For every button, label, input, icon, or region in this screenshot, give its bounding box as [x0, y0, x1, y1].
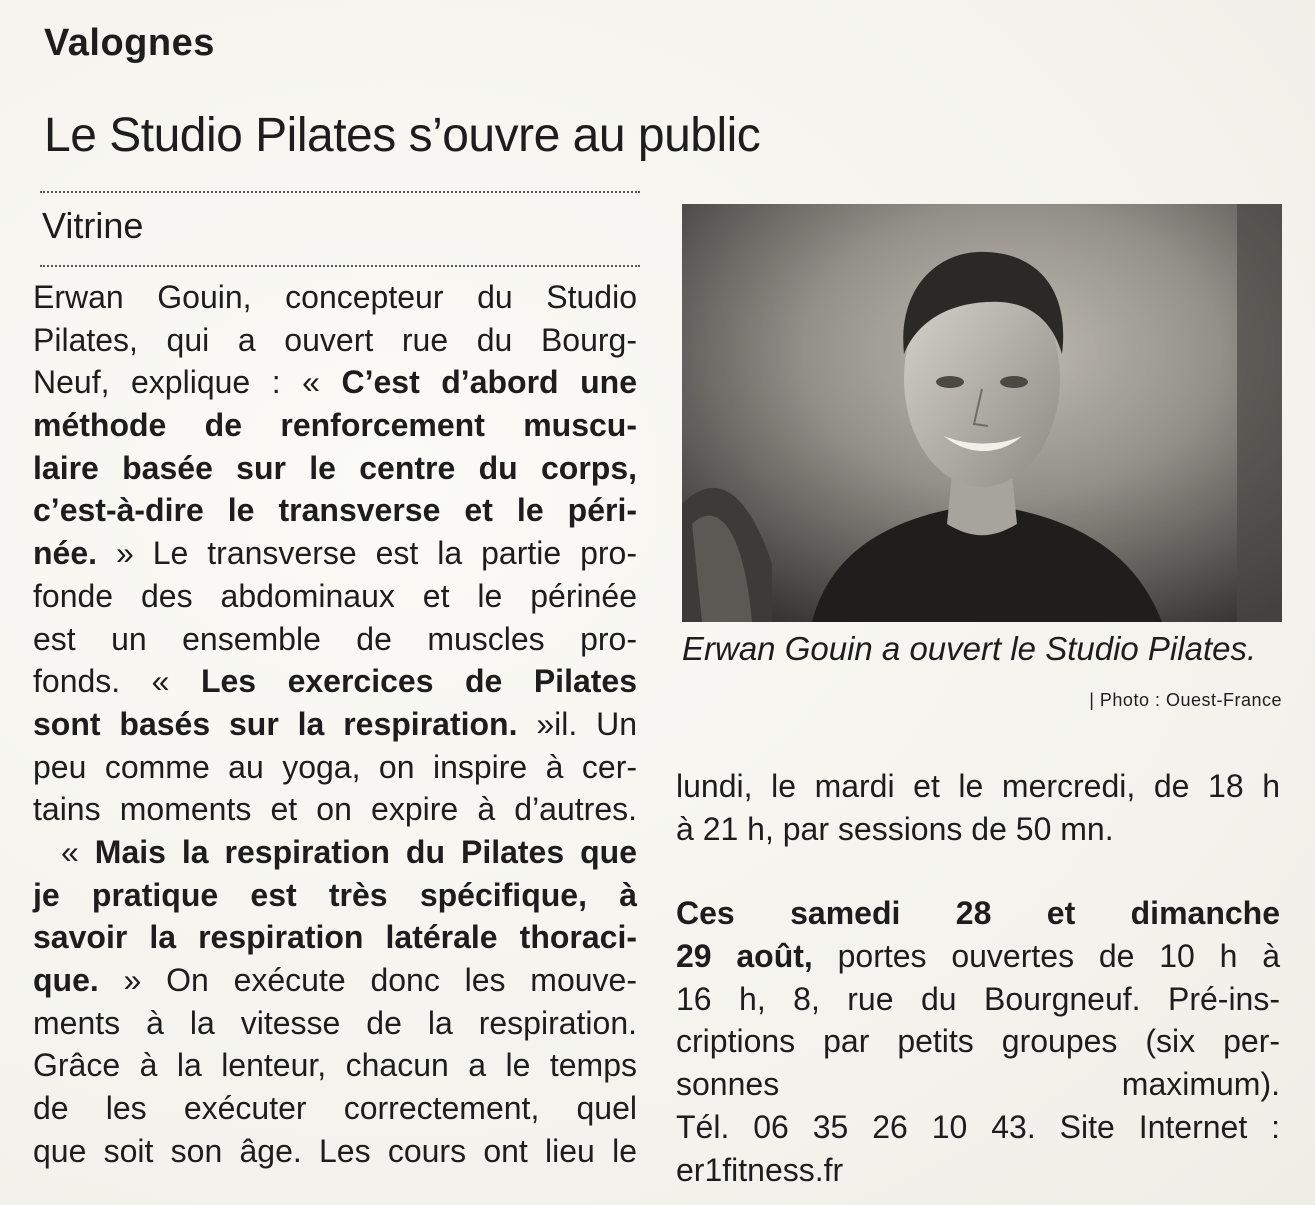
text-line	[33, 1087, 637, 1130]
article-body-left-column	[33, 276, 637, 1172]
bold-text-run: laire basée sur le centre du corps,	[33, 449, 637, 486]
text-run: »il. Un	[517, 705, 637, 742]
bold-text-run: Mais la respiration du Pilates que	[94, 833, 638, 870]
text-run: lundi, le mardi et le mercredi, de 18 h	[676, 768, 1280, 804]
right-column-paragraph-1	[676, 765, 1280, 850]
text-line	[33, 788, 637, 831]
text-line	[676, 1149, 1280, 1192]
text-line	[33, 746, 637, 789]
text-line	[33, 874, 637, 917]
text-line	[33, 959, 637, 1002]
text-line	[676, 1106, 1280, 1149]
text-line	[33, 1044, 637, 1087]
photo-credit: | Photo : Ouest-France	[1089, 690, 1282, 710]
text-run: fonds. «	[33, 663, 201, 700]
bold-text-run: c’est-à-dire le transverse et le péri-	[33, 492, 637, 529]
text-line	[33, 447, 637, 490]
text-run: Grâce à la lenteur, chacun a le temps	[33, 1047, 637, 1084]
bold-text-run: que.	[33, 962, 99, 998]
text-run: er1fitness.fr	[676, 1151, 844, 1188]
town-name: Valognes	[44, 22, 215, 64]
text-line	[33, 489, 637, 532]
text-run: de les exécuter correctement, quel	[33, 1090, 637, 1127]
text-line	[33, 916, 637, 959]
text-line	[33, 361, 637, 404]
text-line	[33, 703, 637, 746]
text-run: que soit son âge. Les cours ont lieu le	[33, 1132, 637, 1169]
text-run: Pilates, qui a ouvert rue du Bourg-	[33, 321, 637, 358]
text-line	[676, 892, 1280, 935]
text-run: Tél. 06 35 26 10 43. Site Internet :	[676, 1108, 1280, 1145]
text-line	[676, 1020, 1280, 1063]
text-line	[676, 765, 1280, 808]
text-line	[33, 532, 637, 575]
text-run: fonde des abdominaux et le périnée	[33, 577, 637, 614]
text-run: » On exécute donc les mouve-	[98, 962, 637, 998]
text-line	[33, 276, 637, 319]
text-line	[33, 618, 637, 661]
bold-text-run: née.	[33, 535, 98, 572]
photo-caption: Erwan Gouin a ouvert le Studio Pilates.	[682, 630, 1257, 667]
section-label: Vitrine	[42, 205, 144, 246]
bold-text-run: savoir la respiration latérale thoraci-	[33, 919, 637, 956]
section-rule-top	[40, 191, 640, 193]
text-run: ments à la vitesse de la respiration.	[33, 1004, 637, 1041]
text-line	[33, 660, 637, 703]
section-rule-bottom	[40, 265, 640, 267]
bold-text-run: Les exercices de Pilates	[200, 663, 638, 700]
text-line	[676, 1063, 1280, 1106]
text-run: peu comme au yoga, on inspire à cer-	[33, 748, 637, 785]
right-column-paragraph-2	[676, 892, 1280, 1191]
text-run: 16 h, 8, rue du Bourgneuf. Pré-ins-	[676, 980, 1280, 1017]
text-line	[33, 1002, 637, 1045]
text-line	[676, 978, 1280, 1021]
bold-text-run: C’est d’abord une	[341, 364, 638, 401]
text-run: Neuf, explique : «	[33, 364, 342, 401]
text-run: » Le transverse est la partie pro-	[97, 535, 637, 572]
text-line	[33, 404, 637, 447]
text-line	[33, 831, 637, 874]
text-line	[676, 808, 1280, 851]
bold-text-run: Ces samedi 28 et dimanche	[676, 895, 1280, 932]
text-run: sonnes maximum).	[676, 1066, 1280, 1103]
bold-text-run: sont basés sur la respiration.	[33, 705, 518, 742]
text-run: à 21 h, par sessions de 50 mn.	[676, 810, 1114, 847]
bold-text-run: je pratique est très spécifique, à	[33, 876, 637, 913]
text-line	[33, 319, 637, 362]
text-run: «	[61, 833, 95, 870]
text-line	[33, 575, 637, 618]
paragraph-gap	[676, 850, 1280, 892]
text-line	[676, 935, 1280, 978]
text-run: portes ouvertes de 10 h à	[812, 938, 1281, 975]
headline: Le Studio Pilates s’ouvre au public	[44, 109, 761, 162]
bold-text-run: méthode de renforcement muscu-	[33, 407, 637, 444]
article-body-right-column	[676, 765, 1280, 1191]
text-run: est un ensemble de muscles pro-	[33, 620, 637, 657]
bold-text-run: 29 août,	[676, 938, 813, 975]
text-run: criptions par petits groupes (six per-	[676, 1023, 1280, 1060]
portrait-photo	[682, 204, 1282, 622]
text-run: tains moments et on expire à d’autres.	[33, 791, 637, 828]
text-run: Erwan Gouin, concepteur du Studio	[33, 279, 637, 315]
text-line	[33, 1130, 637, 1173]
